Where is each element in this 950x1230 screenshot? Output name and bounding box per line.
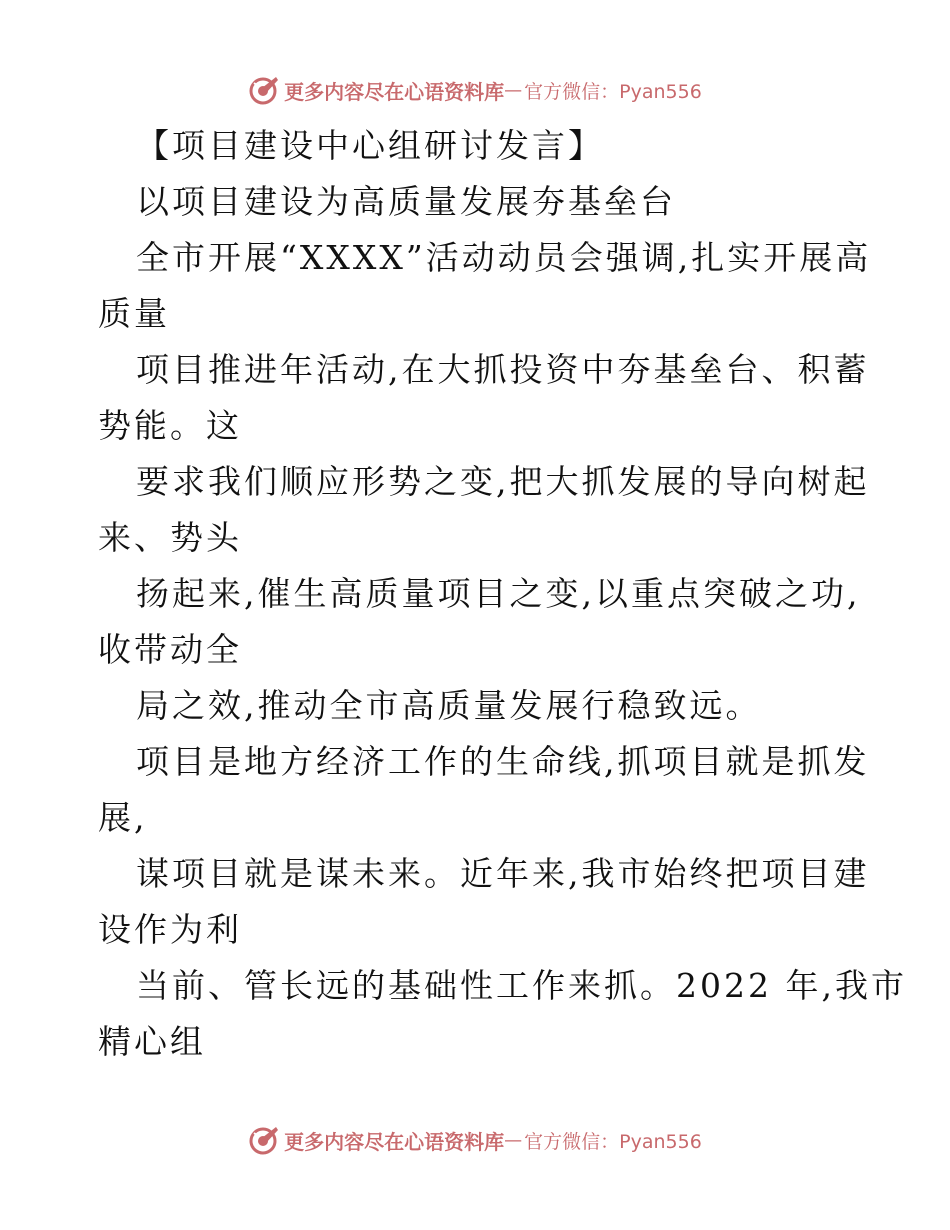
banner-main-text: 更多内容尽在心语资料库 — [284, 79, 505, 104]
paragraph-line: 势能。这 — [98, 406, 242, 445]
header-banner — [0, 70, 950, 110]
banner-wechat-text: 官方微信：Pyan556 — [524, 1130, 702, 1153]
paragraph-line: 质量 — [98, 294, 170, 333]
paragraph-line: 全市开展“XXXX”活动动员会强调,扎实开展高 — [136, 238, 872, 277]
pen-nib-logo-icon — [248, 1124, 280, 1156]
paragraph-line: 当前、管长远的基础性工作来抓。2022 年,我市 — [136, 966, 907, 1005]
banner-wechat-text: 官方微信：Pyan556 — [524, 80, 702, 103]
paragraph-line: 展, — [98, 798, 148, 837]
paragraph-line: 项目是地方经济工作的生命线,抓项目就是抓发 — [136, 742, 870, 781]
banner-separator: — — [504, 1129, 523, 1151]
doc-title: 【项目建设中心组研讨发言】 — [136, 126, 604, 165]
paragraph-line: 谋项目就是谋未来。近年来,我市始终把项目建 — [136, 854, 870, 893]
document-body — [98, 118, 907, 1070]
paragraph-line: 设作为利 — [98, 910, 242, 949]
paragraph-line: 项目推进年活动,在大抓投资中夯基垒台、积蓄 — [136, 350, 870, 389]
paragraph-line: 扬起来,催生高质量项目之变,以重点突破之功, — [136, 574, 861, 613]
paragraph-line: 局之效,推动全市高质量发展行稳致远。 — [136, 686, 762, 725]
doc-subtitle: 以项目建设为高质量发展夯基垒台 — [136, 182, 676, 221]
footer-banner — [0, 1120, 950, 1160]
banner-separator: — — [504, 79, 523, 101]
paragraph-line: 要求我们顺应形势之变,把大抓发展的导向树起 — [136, 462, 870, 501]
paragraph-line: 收带动全 — [98, 630, 242, 669]
paragraph-line: 精心组 — [98, 1022, 206, 1061]
pen-nib-logo-icon — [248, 74, 280, 106]
paragraph-line: 来、势头 — [98, 518, 242, 557]
banner-main-text: 更多内容尽在心语资料库 — [284, 1129, 505, 1154]
